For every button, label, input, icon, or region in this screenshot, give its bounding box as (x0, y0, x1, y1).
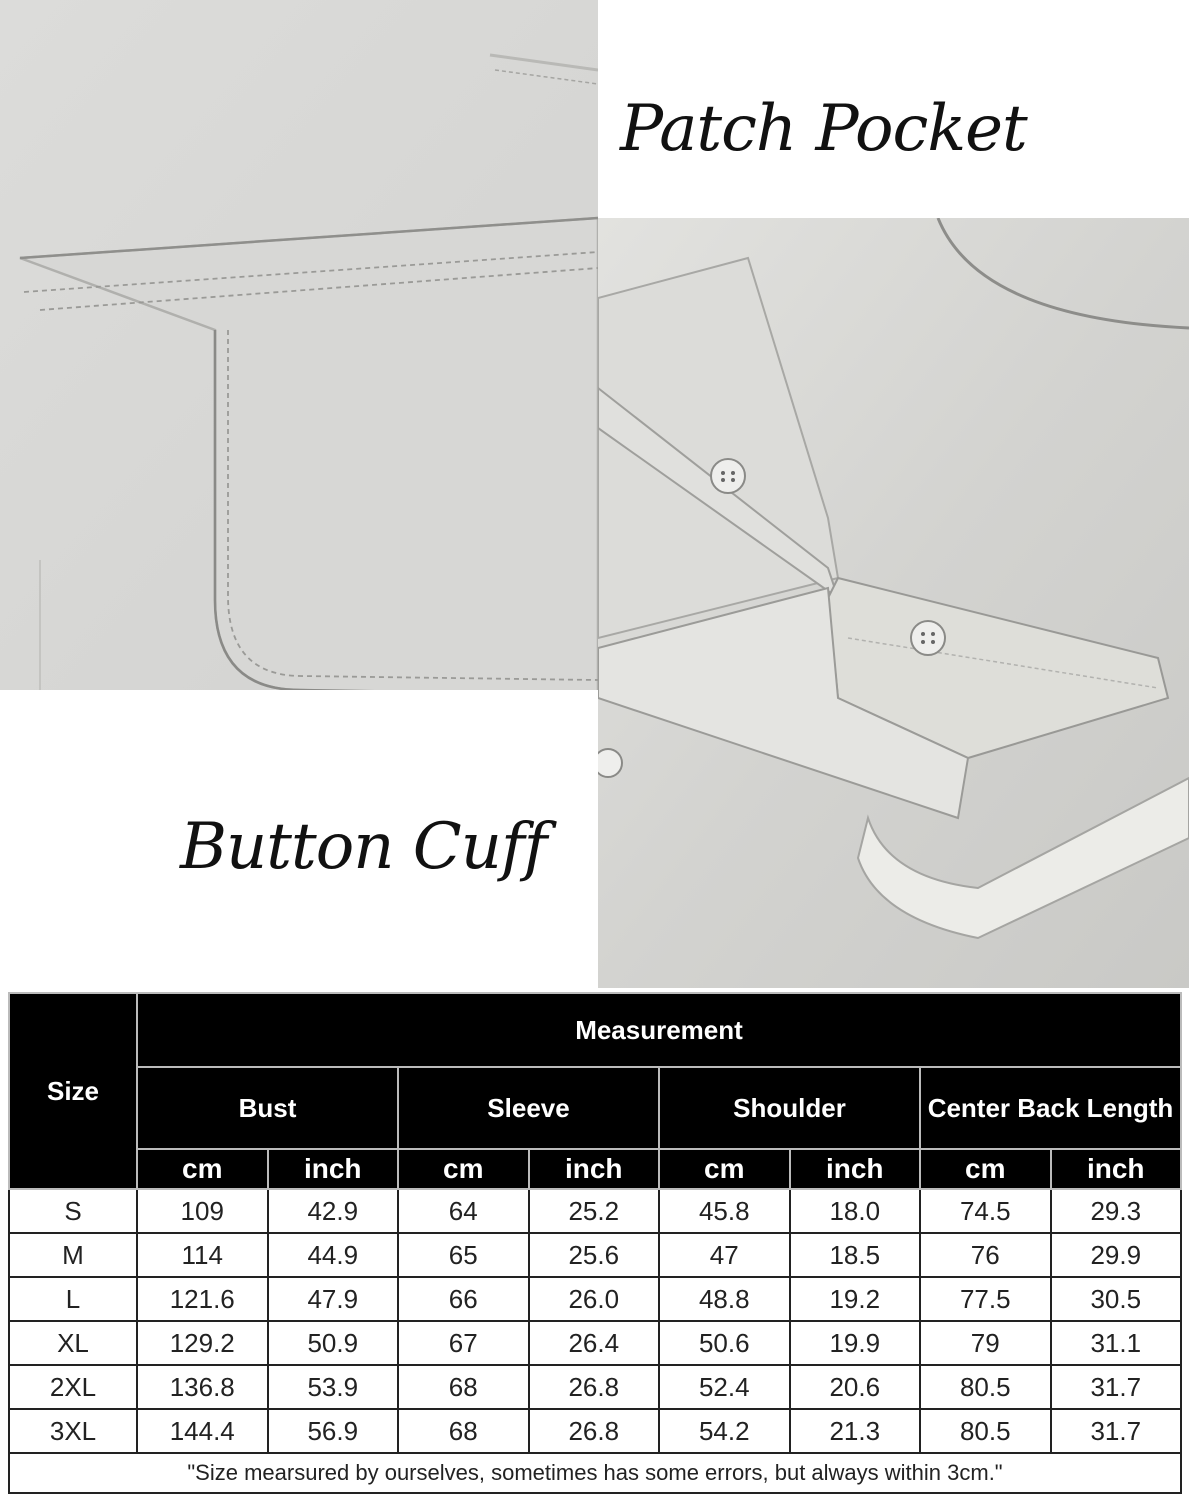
measurement-cell: 77.5 (920, 1277, 1051, 1321)
measurement-cell: 42.9 (268, 1189, 399, 1233)
measurement-cell: 26.4 (529, 1321, 660, 1365)
measurement-cell: 68 (398, 1409, 529, 1453)
patch-pocket-illustration (0, 0, 598, 690)
size-chart-table (8, 992, 1182, 1494)
button-cuff-illustration (598, 218, 1189, 988)
measurement-cell: 47 (659, 1233, 790, 1277)
measurement-cell: 80.5 (920, 1365, 1051, 1409)
unit-header-inch: inch (1051, 1149, 1182, 1189)
sleeve-header: Sleeve (398, 1067, 659, 1149)
measurement-cell: 64 (398, 1189, 529, 1233)
table-row (9, 1365, 1181, 1409)
measurement-cell: 31.1 (1051, 1321, 1182, 1365)
bust-header: Bust (137, 1067, 398, 1149)
size-note: "Size mearsured by ourselves, sometimes has some errors, but always within 3cm." (9, 1453, 1181, 1493)
patch-pocket-caption: Patch Pocket (620, 92, 1027, 166)
measurement-cell: 114 (137, 1233, 268, 1277)
shoulder-header: Shoulder (659, 1067, 920, 1149)
unit-header-cm: cm (398, 1149, 529, 1189)
measurement-cell: 31.7 (1051, 1409, 1182, 1453)
measurement-cell: 66 (398, 1277, 529, 1321)
measurement-cell: 26.8 (529, 1409, 660, 1453)
size-cell: 2XL (9, 1365, 137, 1409)
measurement-cell: 31.7 (1051, 1365, 1182, 1409)
unit-header-cm: cm (137, 1149, 268, 1189)
unit-header-row (9, 1149, 1181, 1189)
measurement-cell: 18.0 (790, 1189, 921, 1233)
measurement-header: Measurement (137, 993, 1181, 1067)
measurement-cell: 121.6 (137, 1277, 268, 1321)
measurement-cell: 48.8 (659, 1277, 790, 1321)
measurement-cell: 56.9 (268, 1409, 399, 1453)
measurement-cell: 25.6 (529, 1233, 660, 1277)
measurement-cell: 54.2 (659, 1409, 790, 1453)
size-cell: M (9, 1233, 137, 1277)
measurement-cell: 45.8 (659, 1189, 790, 1233)
measurement-cell: 19.2 (790, 1277, 921, 1321)
measurement-cell: 19.9 (790, 1321, 921, 1365)
measurement-cell: 68 (398, 1365, 529, 1409)
size-cell: 3XL (9, 1409, 137, 1453)
measurement-cell: 144.4 (137, 1409, 268, 1453)
measurement-cell: 109 (137, 1189, 268, 1233)
measurement-cell: 21.3 (790, 1409, 921, 1453)
measurement-cell: 52.4 (659, 1365, 790, 1409)
unit-header-cm: cm (920, 1149, 1051, 1189)
measurement-cell: 129.2 (137, 1321, 268, 1365)
measurement-cell: 65 (398, 1233, 529, 1277)
measurement-cell: 50.6 (659, 1321, 790, 1365)
button-cuff-caption: Button Cuff (180, 810, 547, 884)
measurement-cell: 47.9 (268, 1277, 399, 1321)
unit-header-cm: cm (659, 1149, 790, 1189)
center-back-length-header: Center Back Length (920, 1067, 1181, 1149)
table-row (9, 1321, 1181, 1365)
table-row (9, 1277, 1181, 1321)
measurement-cell: 20.6 (790, 1365, 921, 1409)
measurement-cell: 26.8 (529, 1365, 660, 1409)
unit-header-inch: inch (529, 1149, 660, 1189)
measurement-cell: 30.5 (1051, 1277, 1182, 1321)
size-cell: L (9, 1277, 137, 1321)
measurement-cell: 79 (920, 1321, 1051, 1365)
size-header: Size (9, 993, 137, 1189)
measurement-cell: 29.9 (1051, 1233, 1182, 1277)
table-row (9, 1189, 1181, 1233)
measurement-cell: 25.2 (529, 1189, 660, 1233)
measurement-cell: 53.9 (268, 1365, 399, 1409)
button-cuff-photo (598, 218, 1189, 988)
patch-pocket-photo (0, 0, 598, 690)
table-row (9, 1233, 1181, 1277)
table-row (9, 1409, 1181, 1453)
measurement-cell: 80.5 (920, 1409, 1051, 1453)
unit-header-inch: inch (790, 1149, 921, 1189)
measurement-cell: 18.5 (790, 1233, 921, 1277)
unit-header-inch: inch (268, 1149, 399, 1189)
measurement-cell: 67 (398, 1321, 529, 1365)
measurement-cell: 26.0 (529, 1277, 660, 1321)
measurement-cell: 74.5 (920, 1189, 1051, 1233)
measurement-cell: 76 (920, 1233, 1051, 1277)
measurement-cell: 29.3 (1051, 1189, 1182, 1233)
measurement-cell: 50.9 (268, 1321, 399, 1365)
measurement-cell: 44.9 (268, 1233, 399, 1277)
size-cell: S (9, 1189, 137, 1233)
size-cell: XL (9, 1321, 137, 1365)
measurement-cell: 136.8 (137, 1365, 268, 1409)
